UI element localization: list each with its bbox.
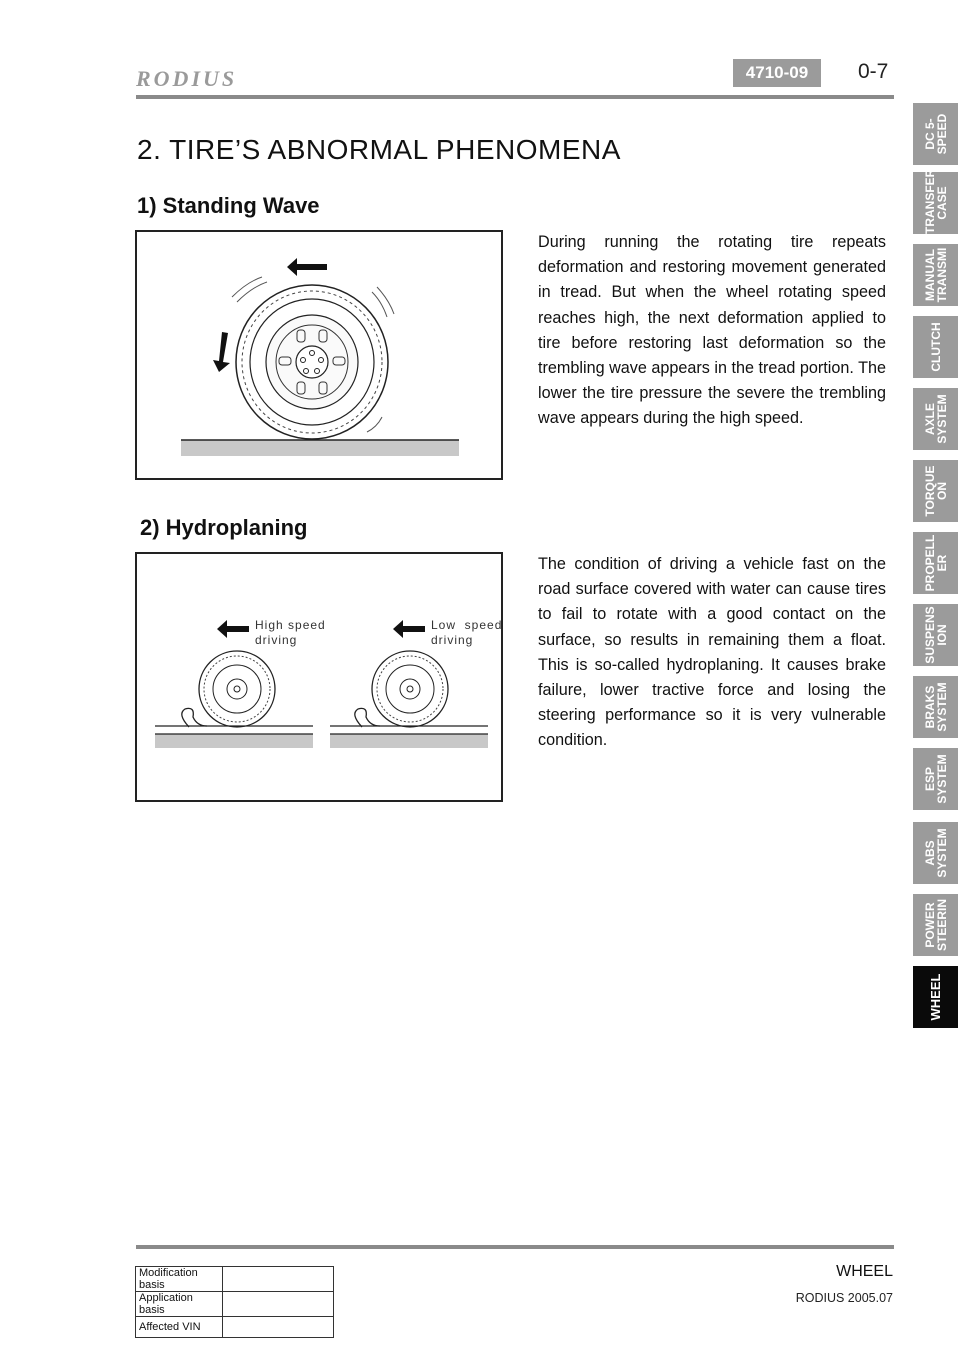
tab-label: TORQUE ON xyxy=(922,465,949,517)
tab-label: PROPELL ER xyxy=(922,534,949,592)
tab-label: ESP SYSTEM xyxy=(922,754,949,804)
tab-manual-transmission[interactable] xyxy=(913,244,958,306)
footer-chapter-title: WHEEL xyxy=(836,1263,893,1280)
tab-label: POWER STEERIN xyxy=(922,899,949,952)
tab-wheel[interactable] xyxy=(913,966,958,1028)
low-speed-label xyxy=(431,618,502,648)
tab-label: BRAKS SYSTEM xyxy=(922,682,949,732)
tab-label: WHEEL xyxy=(927,973,943,1021)
tab-label: AXLE SYSTEM xyxy=(922,394,949,444)
low-speed-arrow-icon xyxy=(393,620,425,638)
road-surface xyxy=(181,440,459,456)
basis-value xyxy=(223,1267,334,1292)
low-speed-label-line2: driving xyxy=(431,633,474,647)
basis-value xyxy=(223,1292,334,1317)
page-title: 2. TIRE’S ABNORMAL PHENOMENA xyxy=(137,134,621,165)
table-row xyxy=(136,1317,334,1338)
table-row xyxy=(136,1292,334,1317)
page-number: 0-7 xyxy=(858,60,889,83)
high-speed-label xyxy=(255,618,326,648)
basis-label: Application basis xyxy=(136,1292,223,1317)
hydroplaning-heading: 2) Hydroplaning xyxy=(140,515,308,540)
footer-model-date: RODIUS 2005.07 xyxy=(795,1291,893,1305)
low-speed-label-line1: Low speed xyxy=(431,618,503,632)
tab-label: DC 5-SPEED xyxy=(922,113,949,155)
basis-value xyxy=(223,1317,334,1338)
tab-power-steering[interactable] xyxy=(913,894,958,956)
brand-logo: RODIUS xyxy=(136,66,238,91)
high-speed-label-line1: High speed xyxy=(255,618,326,632)
standing-wave-illustration xyxy=(137,232,501,478)
low-speed-tire-icon xyxy=(372,651,448,727)
rotation-arrow-icon xyxy=(287,258,327,276)
high-speed-tire-icon xyxy=(199,651,275,727)
standing-wave-figure xyxy=(135,230,503,480)
tab-label: CLUTCH xyxy=(928,322,943,372)
down-arrow-icon xyxy=(213,332,230,372)
tab-brakes-system[interactable] xyxy=(913,676,958,738)
road-surface-right xyxy=(330,734,488,748)
tab-suspension[interactable] xyxy=(913,604,958,666)
tab-label: SUSPENS ION xyxy=(922,606,949,664)
hydroplaning-illustration xyxy=(137,554,501,800)
section-code-badge: 4710-09 xyxy=(733,59,821,87)
basis-table xyxy=(135,1266,334,1338)
hydroplaning-text: The condition of driving a vehicle fast on the road surface covered with water can cause tires to fail to rotate with a good contact on the surface, so results in remaining them a float. This is so-called hydroplaning. It causes brake failure, lower tractive force and losing the steering performance so it is very vulnerable condition. xyxy=(538,555,886,750)
high-speed-label-line2: driving xyxy=(255,633,298,647)
road-surface-left xyxy=(155,734,313,748)
footer-divider xyxy=(136,1245,894,1249)
header-divider xyxy=(136,95,894,99)
tab-clutch[interactable] xyxy=(913,316,958,378)
tire-icon xyxy=(232,277,394,439)
tab-esp-system[interactable] xyxy=(913,748,958,810)
standing-wave-text: During running the rotating tire repeats deformation and restoring movement generated in tread. But when the wheel rotating speed reaches high, the next deformation applied to tire before restoring last deformation so the trembling wave appears in the tread portion. The lower the tire pressure the severe the trembling wave appears during the high speed. xyxy=(538,233,886,428)
basis-label: Modification basis xyxy=(136,1267,223,1292)
table-row xyxy=(136,1267,334,1292)
standing-wave-heading: 1) Standing Wave xyxy=(137,193,320,218)
tab-label: ABS SYSTEM xyxy=(922,828,949,878)
tab-abs-system[interactable] xyxy=(913,822,958,884)
tab-axle-system[interactable] xyxy=(913,388,958,450)
tab-dc-5-speed[interactable] xyxy=(913,103,958,165)
tab-transfer-case[interactable] xyxy=(913,168,958,234)
basis-label: Affected VIN xyxy=(136,1317,223,1338)
tab-propeller[interactable] xyxy=(913,532,958,594)
tab-torque-on[interactable] xyxy=(913,460,958,522)
tab-label: MANUAL TRANSMI xyxy=(922,247,949,303)
high-speed-arrow-icon xyxy=(217,620,249,638)
tab-label: TRANSFER CASE xyxy=(922,168,949,234)
hydroplaning-figure xyxy=(135,552,503,802)
